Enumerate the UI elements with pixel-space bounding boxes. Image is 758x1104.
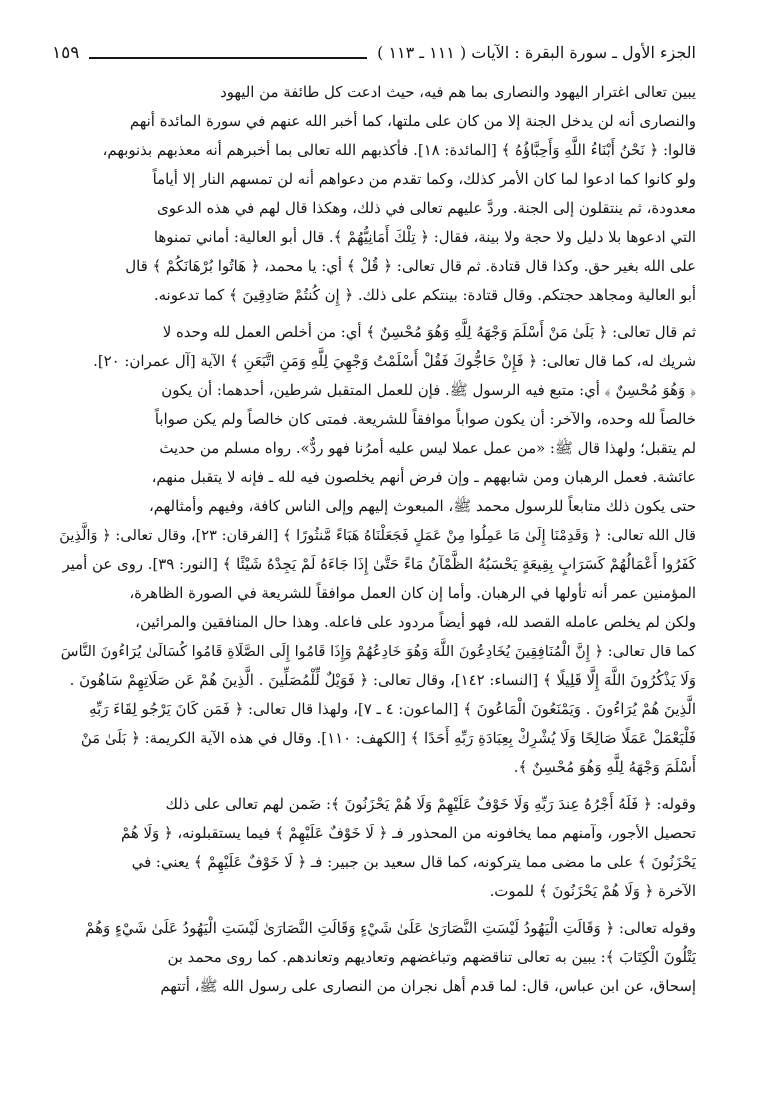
text-line: وقوله تعالى: ﴿ وَقَالَتِ الْيَهُودُ لَيْسَتِ النَّصَارَىٰ عَلَىٰ شَيْءٍ وَقَالَتِ النَّصَارَىٰ لَيْسَتِ الْيَهُودُ عَلَىٰ شَيْءٍ وَهُمْ (85, 919, 696, 937)
text-line: المؤمنين عمر أنه تأولها في الرهبان. وأما إن كان العمل موافقاً للشريعة في الصورة الظاهرة، (129, 584, 696, 602)
text-line: الَّذِينَ هُمْ يُرَاءُونَ . وَيَمْنَعُونَ الْمَاعُونَ ﴾ [الماعون: ٤ ـ ٧]، ولهذا قال تعالى: ﴿ فَمَن كَانَ يَرْجُو لِقَاءَ رَبِّهِ (89, 700, 696, 718)
text-line: كما قال تعالى: ﴿ إِنَّ الْمُنَافِقِينَ يُخَادِعُونَ اللَّهَ وَهُوَ خَادِعُهُمْ وَإِذَا قَامُوا إِلَى الصَّلَاةِ قَامُوا كُسَالَىٰ يُرَاءُونَ النَّاسَ (60, 643, 696, 660)
text-line: قالوا: ﴿ نَحْنُ أَبْنَاءُ اللَّهِ وَأَحِبَّاؤُهُ ﴾ [المائدة: ١٨]. فأكذبهم الله تعالى بما أخبرهم أنه معذبهم بذنوبهم، (102, 141, 696, 159)
text-line: وقوله: ﴿ فَلَهُ أَجْرُهُ عِندَ رَبِّهِ وَلَا خَوْفٌ عَلَيْهِمْ وَلَا هُمْ يَحْزَنُونَ ﴾: ضَمن لهم تعالى على ذلك (165, 795, 696, 813)
text-line: يَحْزَنُونَ ﴾ على ما مضى مما يتركونه، كما قال سعيد بن جبير: فـ ﴿ لَا خَوْفٌ عَلَيْهِمْ ﴾ يعني: في (131, 853, 696, 871)
text-line: تحصيل الأجور، وآمنهم مما يخافونه من المحذور فـ ﴿ لَا خَوْفٌ عَلَيْهِمْ ﴾ فيما يستقبلونه، ﴿ وَلَا هُمْ (120, 824, 696, 842)
text-line: التي ادعوها بلا دليل ولا حجة ولا بينة، فقال: ﴿ تِلْكَ أَمَانِيُّهُمْ ﴾. قال أبو العالية: أماني تمنوها (153, 228, 696, 246)
paragraph (52, 790, 696, 906)
text-line: أبو العالية ومجاهد حجتكم. وقال قتادة: بينتكم على ذلك. ﴿ إِن كُنتُمْ صَادِقِينَ ﴾ كما تدعونه. (153, 286, 696, 304)
text-line: لم يتقبل؛ ولهذا قال ﷺ: «من عمل عملا ليس عليه أمرُنا فهو ردٌّ». رواه مسلم من حديث (159, 439, 696, 457)
text-line: حتى يكون ذلك متابعاً للرسول محمد ﷺ، المبعوث إليهم وإلى الناس كافة، وفيهم وأمثالهم، (148, 497, 696, 515)
text-line: الآخرة ﴿ وَلَا هُمْ يَحْزَنُونَ ﴾ للموت. (489, 882, 696, 900)
text-line: ثم قال تعالى: ﴿ بَلَىٰ مَنْ أَسْلَمَ وَجْهَهُ لِلَّهِ وَهُوَ مُحْسِنٌ ﴾ أي: من أخلص العمل لله وحده لا (162, 323, 696, 341)
page-number: ١٥٩ (52, 43, 80, 63)
text-line: وَلَا يَذْكُرُونَ اللَّهَ إِلَّا قَلِيلًا ﴾ [النساء: ١٤٢]، وقال تعالى: ﴿ فَوَيْلٌ لِّلْمُصَلِّينَ . الَّذِينَ هُمْ عَن صَلَاتِهِمْ سَاهُونَ . (69, 671, 696, 689)
text-line: شريك له، كما قال تعالى: ﴿ فَإِنْ حَاجُّوكَ فَقُلْ أَسْلَمْتُ وَجْهِيَ لِلَّهِ وَمَنِ اتَّبَعَنِ ﴾ الآية [آل عمران: ٢٠]. (93, 352, 696, 370)
text-line: فَلْيَعْمَلْ عَمَلًا صَالِحًا وَلَا يُشْرِكْ بِعِبَادَةِ رَبِّهِ أَحَدًا ﴾ [الكهف: ١١٠]. وقال في هذه الآية الكريمة: ﴿ بَلَىٰ مَنْ (80, 729, 696, 747)
text-line: كَفَرُوا أَعْمَالُهُمْ كَسَرَابٍ بِقِيعَةٍ يَحْسَبُهُ الظَّمْآنُ مَاءً حَتَّىٰ إِذَا جَاءَهُ لَمْ يَجِدْهُ شَيْئًا ﴾ [النور: ٣٩]. روى عن أمير (62, 555, 696, 573)
text-line: أَسْلَمَ وَجْهَهُ لِلَّهِ وَهُوَ مُحْسِنٌ ﴾. (513, 758, 696, 776)
text-line: ولكن لم يخلص عامله القصد لله، فهو أيضاً مردود على فاعله. وهذا حال المنافقين والمرائين، (135, 613, 696, 631)
text-line: إسحاق، عن ابن عباس، قال: لما قدم أهل نجران من النصارى على رسول الله ﷺ، أتتهم (160, 977, 696, 995)
paragraph (52, 318, 696, 782)
text-line: ﴿ وَهُوَ مُحْسِنٌ ﴾ أي: متبع فيه الرسول ﷺ. فإن للعمل المتقبل شرطين، أحدهما: أن يكون (161, 381, 696, 399)
header-rule (89, 57, 367, 59)
text-line: والنصارى أنه لن يدخل الجنة إلا من كان على ملتها، كما أخبر الله عنهم في سورة المائدة أنهم (129, 112, 696, 130)
text-line: عائشة. فعمل الرهبان ومن شابههم ـ وإن فرض أنهم يخلصون فيه لله ـ فإنه لا يتقبل منهم، (151, 468, 696, 486)
text-line: يبين تعالى اغترار اليهود والنصارى بما هم فيه، حيث ادعت كل طائفة من اليهود (220, 83, 696, 101)
text-line: على الله بغير حق. وكذا قال قتادة. ثم قال تعالى: ﴿ قُلْ ﴾ أي: يا محمد، ﴿ هَاتُوا بُرْهَانَكُمْ ﴾ قال (125, 257, 696, 275)
text-line: خالصاً لله وحده، والآخر: أن يكون صواباً موافقاً للشريعة. فمتى كان خالصاً ولم يكن صواباً (154, 410, 696, 428)
text-line: ولو كانوا كما ادعوا لما كان الأمر كذلك، وكما تقدم من دعواهم أنه لن تمسهم النار إلا أياماً (152, 170, 696, 188)
paragraph (52, 914, 696, 1001)
text-line: يَتْلُونَ الْكِتَابَ ﴾: يبين به تعالى تناقضهم وتباغضهم وتعاديهم وتعاندهم. كما روى محمد بن (167, 948, 696, 966)
running-header (52, 38, 696, 64)
header-title: الجزء الأول ـ سورة البقرة : الآيات ( ١١١ ـ ١١٣ ) (377, 43, 696, 62)
body-text (52, 78, 696, 1001)
text-line: معدودة، ثم ينتقلون إلى الجنة. وردَّ عليهم تعالى في ذلك، وهكذا قال لهم في هذه الدعوى (157, 199, 696, 217)
text-line: قال الله تعالى: ﴿ وَقَدِمْنَا إِلَىٰ مَا عَمِلُوا مِنْ عَمَلٍ فَجَعَلْنَاهُ هَبَاءً مَّنثُورًا ﴾ [الفرقان: ٢٣]، وقال تعالى: ﴿ وَالَّذِينَ (59, 527, 696, 544)
paragraph (52, 78, 696, 310)
